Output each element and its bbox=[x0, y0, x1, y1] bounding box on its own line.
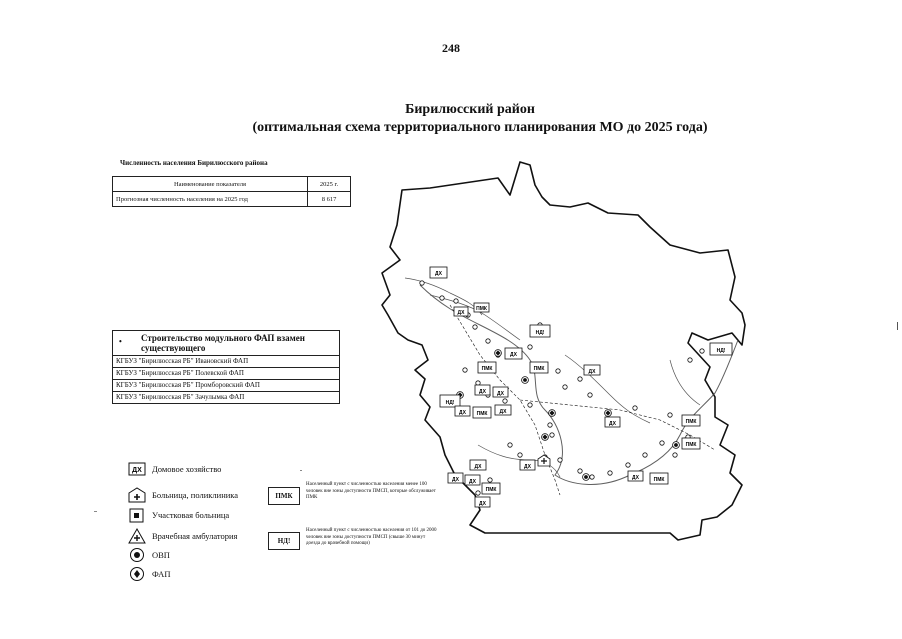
population-table bbox=[112, 176, 351, 207]
ovp-icon bbox=[128, 547, 146, 563]
district-boundary bbox=[382, 162, 745, 540]
hospital-icon bbox=[128, 487, 146, 503]
hospital-marker bbox=[538, 455, 550, 466]
fap-icon bbox=[128, 566, 146, 582]
svg-text:ДХ: ДХ bbox=[588, 369, 596, 375]
badge-mobile bbox=[650, 473, 668, 484]
badge-household bbox=[505, 348, 522, 359]
legend-item-fap: ФАП bbox=[128, 566, 170, 582]
badge-unavailable bbox=[710, 343, 732, 355]
house-icon bbox=[128, 462, 146, 476]
badge-household bbox=[605, 417, 620, 427]
margin-mark bbox=[897, 322, 898, 330]
nd-key-badge: НД! bbox=[268, 532, 300, 550]
svg-text:ПМК: ПМК bbox=[533, 366, 545, 372]
river-tributary-1 bbox=[430, 295, 520, 340]
svg-text:ДХ: ДХ bbox=[469, 479, 476, 485]
svg-text:ДХ: ДХ bbox=[632, 475, 639, 481]
column-header-year: 2025 г. bbox=[308, 177, 351, 192]
svg-text:ДХ: ДХ bbox=[452, 477, 459, 483]
badge-mobile bbox=[682, 438, 700, 449]
svg-text:ПМК: ПМК bbox=[476, 306, 487, 312]
modular-fap-heading: • Строительство модульного ФАП взамен существующего bbox=[113, 331, 339, 356]
badge-household bbox=[628, 471, 643, 481]
svg-text:ДХ: ДХ bbox=[474, 464, 482, 470]
list-item: КГБУЗ "Бирилюсская РБ" Ивановский ФАП bbox=[113, 356, 339, 368]
svg-text:ПМК: ПМК bbox=[481, 366, 493, 372]
badge-household bbox=[520, 460, 535, 470]
badge-household bbox=[448, 473, 463, 483]
table-row bbox=[113, 192, 351, 207]
svg-text:ДХ: ДХ bbox=[609, 421, 616, 427]
ambulatory-icon bbox=[128, 528, 146, 544]
svg-text:ДХ: ДХ bbox=[524, 464, 531, 470]
badge-household bbox=[475, 385, 490, 395]
svg-text:ДХ: ДХ bbox=[435, 271, 442, 277]
badge-mobile bbox=[482, 483, 500, 494]
svg-text:ДХ: ДХ bbox=[479, 501, 486, 507]
svg-text:НД!: НД! bbox=[535, 330, 545, 336]
svg-text:ПМК: ПМК bbox=[685, 442, 697, 448]
badge-mobile bbox=[474, 303, 489, 312]
svg-text:ДХ: ДХ bbox=[457, 310, 465, 316]
svg-text:ПМК: ПМК bbox=[485, 487, 497, 493]
legend-item-district-hospital: Участковая больница bbox=[128, 507, 229, 523]
svg-text:ДХ: ДХ bbox=[497, 391, 504, 397]
list-item: КГБУЗ "Бирилюсская РБ" Полевской ФАП bbox=[113, 368, 339, 380]
svg-text:ПМК: ПМК bbox=[476, 411, 488, 417]
svg-text:ДХ: ДХ bbox=[499, 409, 507, 415]
bullet-icon: • bbox=[119, 337, 122, 346]
badge-household bbox=[465, 475, 480, 485]
badge-mobile bbox=[478, 362, 496, 373]
legend-item-household: ДХ Домовое хозяйство bbox=[128, 462, 221, 476]
svg-text:ДХ: ДХ bbox=[510, 352, 517, 358]
svg-text:ДХ: ДХ bbox=[479, 389, 486, 395]
svg-text:ДХ: ДХ bbox=[459, 410, 466, 416]
pmk-key-description: Населенный пункт с численностью населения менее 100 человек вне зоны доступности ПМСП, которые обслуживает ПМК bbox=[306, 482, 436, 500]
badge-unavailable bbox=[440, 395, 460, 407]
row-label: Прогнозная численность населения на 2025 год bbox=[113, 192, 308, 207]
svg-text:ДХ: ДХ bbox=[132, 467, 142, 474]
badge-household bbox=[454, 307, 468, 316]
modular-fap-list bbox=[112, 330, 340, 404]
page-title: Бирилюсский район bbox=[405, 102, 535, 117]
list-item: КГБУЗ "Бирилюсская РБ" Промборовский ФАП bbox=[113, 380, 339, 392]
scan-speck bbox=[300, 470, 302, 471]
scan-speck bbox=[94, 511, 97, 512]
badge-mobile bbox=[530, 362, 548, 373]
district-map bbox=[370, 155, 750, 545]
district-hospital-icon bbox=[128, 507, 146, 523]
badge-mobile bbox=[682, 415, 700, 426]
legend-item-ovp: ОВП bbox=[128, 547, 170, 563]
badge-household bbox=[475, 497, 490, 507]
river-tributary-4 bbox=[670, 360, 700, 405]
badge-household bbox=[430, 267, 447, 278]
svg-text:ПМК: ПМК bbox=[653, 477, 665, 483]
legend-item-ambulatory: Врачебная амбулатория bbox=[128, 528, 237, 544]
badge-household bbox=[493, 387, 508, 397]
population-caption: Численность населения Бирилюсского района bbox=[120, 159, 268, 167]
svg-text:НД!: НД! bbox=[716, 348, 726, 354]
row-value: 8 617 bbox=[308, 192, 351, 207]
svg-text:ПМК: ПМК bbox=[685, 419, 697, 425]
table-header-row bbox=[113, 177, 351, 192]
column-header-name: Наименование показателя bbox=[113, 177, 308, 192]
badge-mobile bbox=[473, 407, 491, 418]
badge-household bbox=[584, 365, 600, 375]
page-number: 248 bbox=[442, 41, 460, 55]
badge-household bbox=[455, 406, 470, 416]
pmk-key-badge: ПМК bbox=[268, 487, 300, 505]
svg-text:НД!: НД! bbox=[445, 400, 455, 406]
badge-household bbox=[495, 405, 511, 415]
badge-household bbox=[470, 460, 486, 470]
nd-key-description: Населенный пункт с численностью населения от 101 до 2000 человек вне зоны доступности ПМСП (свыше 30 минут доезда до врачебной помощи) bbox=[306, 528, 437, 546]
badge-unavailable bbox=[530, 325, 550, 337]
list-item: КГБУЗ "Бирилюсская РБ" Зачулымка ФАП bbox=[116, 393, 245, 401]
page-subtitle: (оптимальная схема территориального планирования МО до 2025 года) bbox=[252, 120, 708, 135]
legend-item-hospital: Больница, поликлиника bbox=[128, 487, 238, 503]
